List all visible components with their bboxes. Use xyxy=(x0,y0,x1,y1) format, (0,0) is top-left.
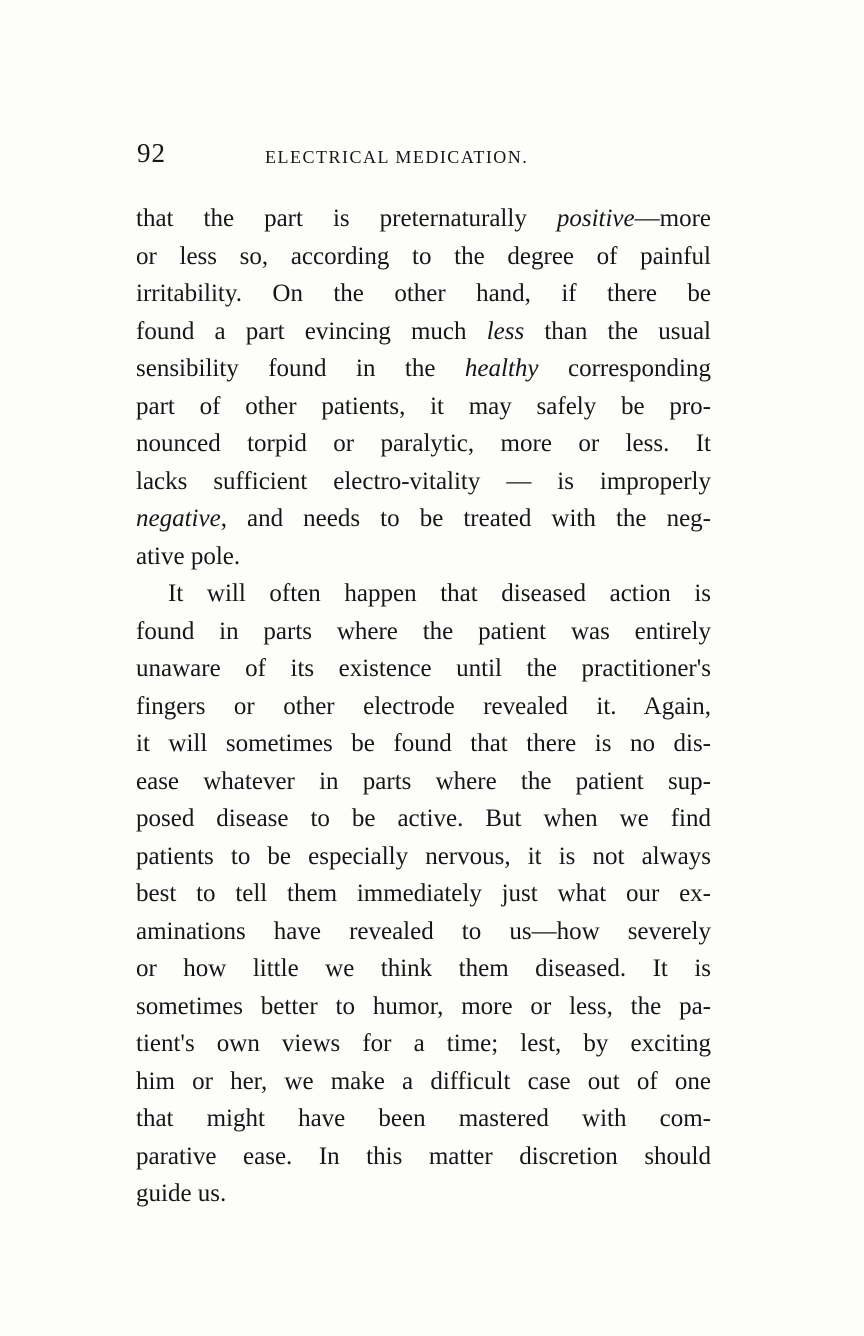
text-line: him or her, we make a difficult case out of one xyxy=(136,1067,711,1095)
text-line: that the part is preternaturally positive—more xyxy=(136,205,711,232)
text-line: nounced torpid or paralytic, more or less. It xyxy=(136,430,711,457)
italic-word: positive xyxy=(556,205,635,232)
paragraph-1 xyxy=(136,200,711,575)
text-line: parative ease. In this matter discretion should xyxy=(136,1142,711,1170)
italic-word: healthy xyxy=(464,355,539,382)
text-line: or how little we think them diseased. It is xyxy=(136,955,711,982)
paragraph-2 xyxy=(136,575,711,1213)
text-line: found in parts where the patient was entirely xyxy=(136,617,711,645)
text-line: fingers or other electrode revealed it. Again, xyxy=(136,692,711,720)
text-line: best to tell them immediately just what our ex- xyxy=(136,880,711,907)
italic-word: negative xyxy=(136,505,221,532)
text-line: ative pole. xyxy=(136,542,241,570)
text-line: lacks sufficient electro-vitality — is improperly xyxy=(136,467,711,495)
text-line: that might have been mastered with com- xyxy=(136,1105,711,1132)
text-line: unaware of its existence until the practitioner's xyxy=(136,655,711,682)
text-line: ease whatever in parts where the patient sup- xyxy=(136,767,711,795)
text-line: patients to be especially nervous, it is not always xyxy=(136,842,711,870)
running-head xyxy=(137,138,737,178)
body-text xyxy=(136,200,711,1213)
text-line: found a part evincing much less than the usual xyxy=(136,317,711,345)
text-line: negative, and needs to be treated with the neg- xyxy=(136,505,711,532)
text-line: posed disease to be active. But when we find xyxy=(136,805,711,832)
text-line: sometimes better to humor, more or less, the pa- xyxy=(136,992,711,1020)
text-line: sensibility found in the healthy corresponding xyxy=(136,355,711,382)
text-line: or less so, according to the degree of painful xyxy=(136,242,711,270)
running-title: ELECTRICAL MEDICATION. xyxy=(265,147,529,167)
text-line: guide us. xyxy=(136,1180,227,1207)
italic-word: less xyxy=(486,317,525,345)
text-line: It will often happen that diseased action is xyxy=(168,580,711,607)
page-number: 92 xyxy=(137,138,166,168)
text-line: it will sometimes be found that there is no dis- xyxy=(136,730,711,757)
text-line: aminations have revealed to us—how severely xyxy=(136,917,711,945)
text-line: part of other patients, it may safely be pro- xyxy=(136,392,711,420)
text-line: irritability. On the other hand, if there be xyxy=(136,280,711,307)
text-line: tient's own views for a time; lest, by exciting xyxy=(136,1030,711,1057)
